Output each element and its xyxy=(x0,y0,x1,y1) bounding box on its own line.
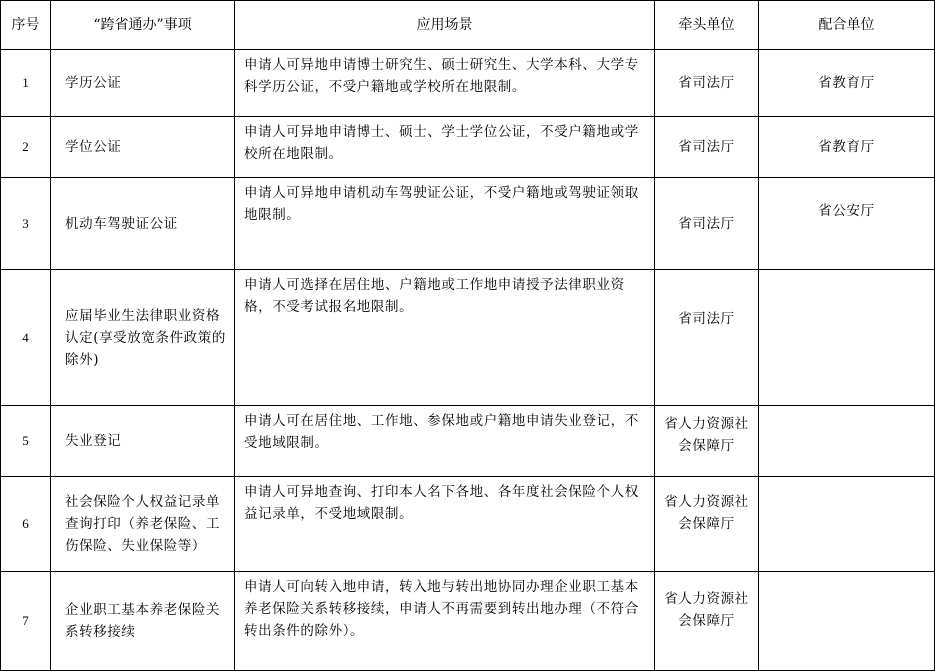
table-row xyxy=(1,117,935,178)
row-scene: 申请人可选择在居住地、户籍地或工作地申请授予法律职业资格，不受考试报名地限制。 xyxy=(235,270,655,406)
row-lead: 省司法厅 xyxy=(655,270,759,406)
row-index: 4 xyxy=(1,270,51,406)
table-row xyxy=(1,178,935,270)
row-lead: 省司法厅 xyxy=(655,178,759,270)
row-coop xyxy=(759,477,935,572)
table-row xyxy=(1,270,935,406)
row-coop xyxy=(759,406,935,477)
row-lead: 省司法厅 xyxy=(655,117,759,178)
header-lead: 牵头单位 xyxy=(655,1,759,50)
row-lead: 省人力资源社会保障厅 xyxy=(655,572,759,671)
row-scene: 申请人可向转入地申请，转入地与转出地协同办理企业职工基本养老保险关系转移接续，申请人不再需要到转出地办理（不符合转出条件的除外）。 xyxy=(235,572,655,671)
row-index: 1 xyxy=(1,50,51,117)
row-item: 机动车驾驶证公证 xyxy=(51,178,235,270)
row-scene: 申请人可在居住地、工作地、参保地或户籍地申请失业登记，不受地域限制。 xyxy=(235,406,655,477)
row-index: 5 xyxy=(1,406,51,477)
row-scene: 申请人可异地申请博士研究生、硕士研究生、大学本科、大学专科学历公证，不受户籍地或学校所在地限制。 xyxy=(235,50,655,117)
row-lead: 省人力资源社会保障厅 xyxy=(655,406,759,477)
row-item: 企业职工基本养老保险关系转移接续 xyxy=(51,572,235,671)
row-coop: 省教育厅 xyxy=(759,50,935,117)
row-lead: 省司法厅 xyxy=(655,50,759,117)
row-scene: 申请人可异地查询、打印本人名下各地、各年度社会保险个人权益记录单，不受地域限制。 xyxy=(235,477,655,572)
row-coop: 省教育厅 xyxy=(759,117,935,178)
header-item: “跨省通办”事项 xyxy=(51,1,235,50)
row-scene: 申请人可异地申请博士、硕士、学士学位公证，不受户籍地或学校所在地限制。 xyxy=(235,117,655,178)
row-coop: 省公安厅 xyxy=(759,178,935,270)
header-index: 序号 xyxy=(1,1,51,50)
row-index: 7 xyxy=(1,572,51,671)
row-item: 失业登记 xyxy=(51,406,235,477)
row-index: 2 xyxy=(1,117,51,178)
row-coop xyxy=(759,572,935,671)
header-scene: 应用场景 xyxy=(235,1,655,50)
table-row xyxy=(1,406,935,477)
row-item: 社会保险个人权益记录单查询打印（养老保险、工伤保险、失业保险等） xyxy=(51,477,235,572)
header-coop: 配合单位 xyxy=(759,1,935,50)
row-item: 学位公证 xyxy=(51,117,235,178)
table-row xyxy=(1,477,935,572)
header-row xyxy=(1,1,935,50)
row-coop xyxy=(759,270,935,406)
table-row xyxy=(1,50,935,117)
row-lead: 省人力资源社会保障厅 xyxy=(655,477,759,572)
table-row xyxy=(1,572,935,671)
row-scene: 申请人可异地申请机动车驾驶证公证，不受户籍地或驾驶证领取地限制。 xyxy=(235,178,655,270)
row-index: 6 xyxy=(1,477,51,572)
row-index: 3 xyxy=(1,178,51,270)
row-item: 学历公证 xyxy=(51,50,235,117)
row-item: 应届毕业生法律职业资格认定(享受放宽条件政策的除外) xyxy=(51,270,235,406)
